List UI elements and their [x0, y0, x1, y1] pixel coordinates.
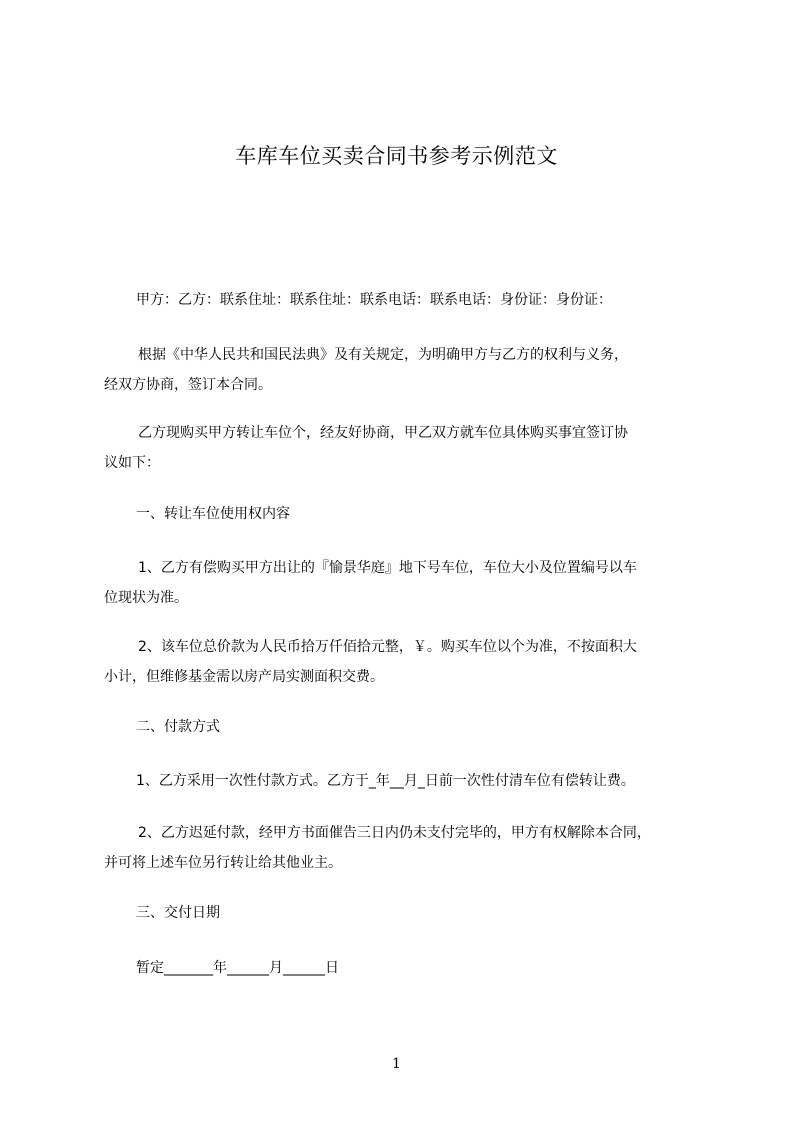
- section-2-item-2-line-1: 2、乙方迟延付款，经甲方书面催告三日内仍未支付完毕的，甲方有权解除本合同，: [138, 825, 651, 841]
- intro-line-1: 根据《中华人民共和国民法典》及有关规定，为明确甲方与乙方的权利与义务，: [138, 347, 628, 363]
- section-2-item-2-line-2: 并可将上述车位另行转让给其他业主。: [104, 855, 342, 871]
- intro-paragraph: [104, 340, 724, 400]
- document-title: 车库车位买卖合同书参考示例范文: [235, 144, 558, 168]
- section-1-item-1-line-2: 位现状为准。: [104, 590, 188, 606]
- section-2-heading: 二、付款方式: [136, 719, 220, 735]
- purpose-line-1: 乙方现购买甲方转让车位个，经友好协商，甲乙双方就车位具体购买事宜签订协: [138, 425, 628, 441]
- section-2-item-2: [104, 818, 724, 878]
- section-1-item-2-line-2: 小计，但维修基金需以房产局实测面积交费。: [104, 669, 384, 685]
- section-3-heading: 三、交付日期: [136, 905, 220, 921]
- page-number: 1: [392, 1056, 401, 1072]
- section-1-item-1: [104, 553, 724, 613]
- section-2-item-1: 1、乙方采用一次性付款方式。乙方于_年__月_日前一次性付清车位有偿转让费。: [136, 773, 635, 789]
- purpose-paragraph: [104, 418, 724, 478]
- intro-line-2: 经双方协商，签订本合同。: [104, 377, 272, 393]
- parties-line: 甲方：乙方：联系住址：联系住址：联系电话：联系电话：身份证：身份证：: [136, 292, 612, 308]
- purpose-line-2: 议如下：: [104, 455, 160, 471]
- section-1-item-2-line-1: 2、该车位总价款为人民币拾万仟佰拾元整，￥。购买车位以个为准，不按面积大: [138, 639, 637, 655]
- section-1-heading: 一、转让车位使用权内容: [136, 506, 290, 522]
- delivery-date-line: 暂定_______年______月______日: [136, 960, 339, 976]
- section-1-item-2: [104, 632, 724, 692]
- section-1-item-1-line-1: 1、乙方有偿购买甲方出让的『愉景华庭』地下号车位，车位大小及位置编号以车: [138, 560, 637, 576]
